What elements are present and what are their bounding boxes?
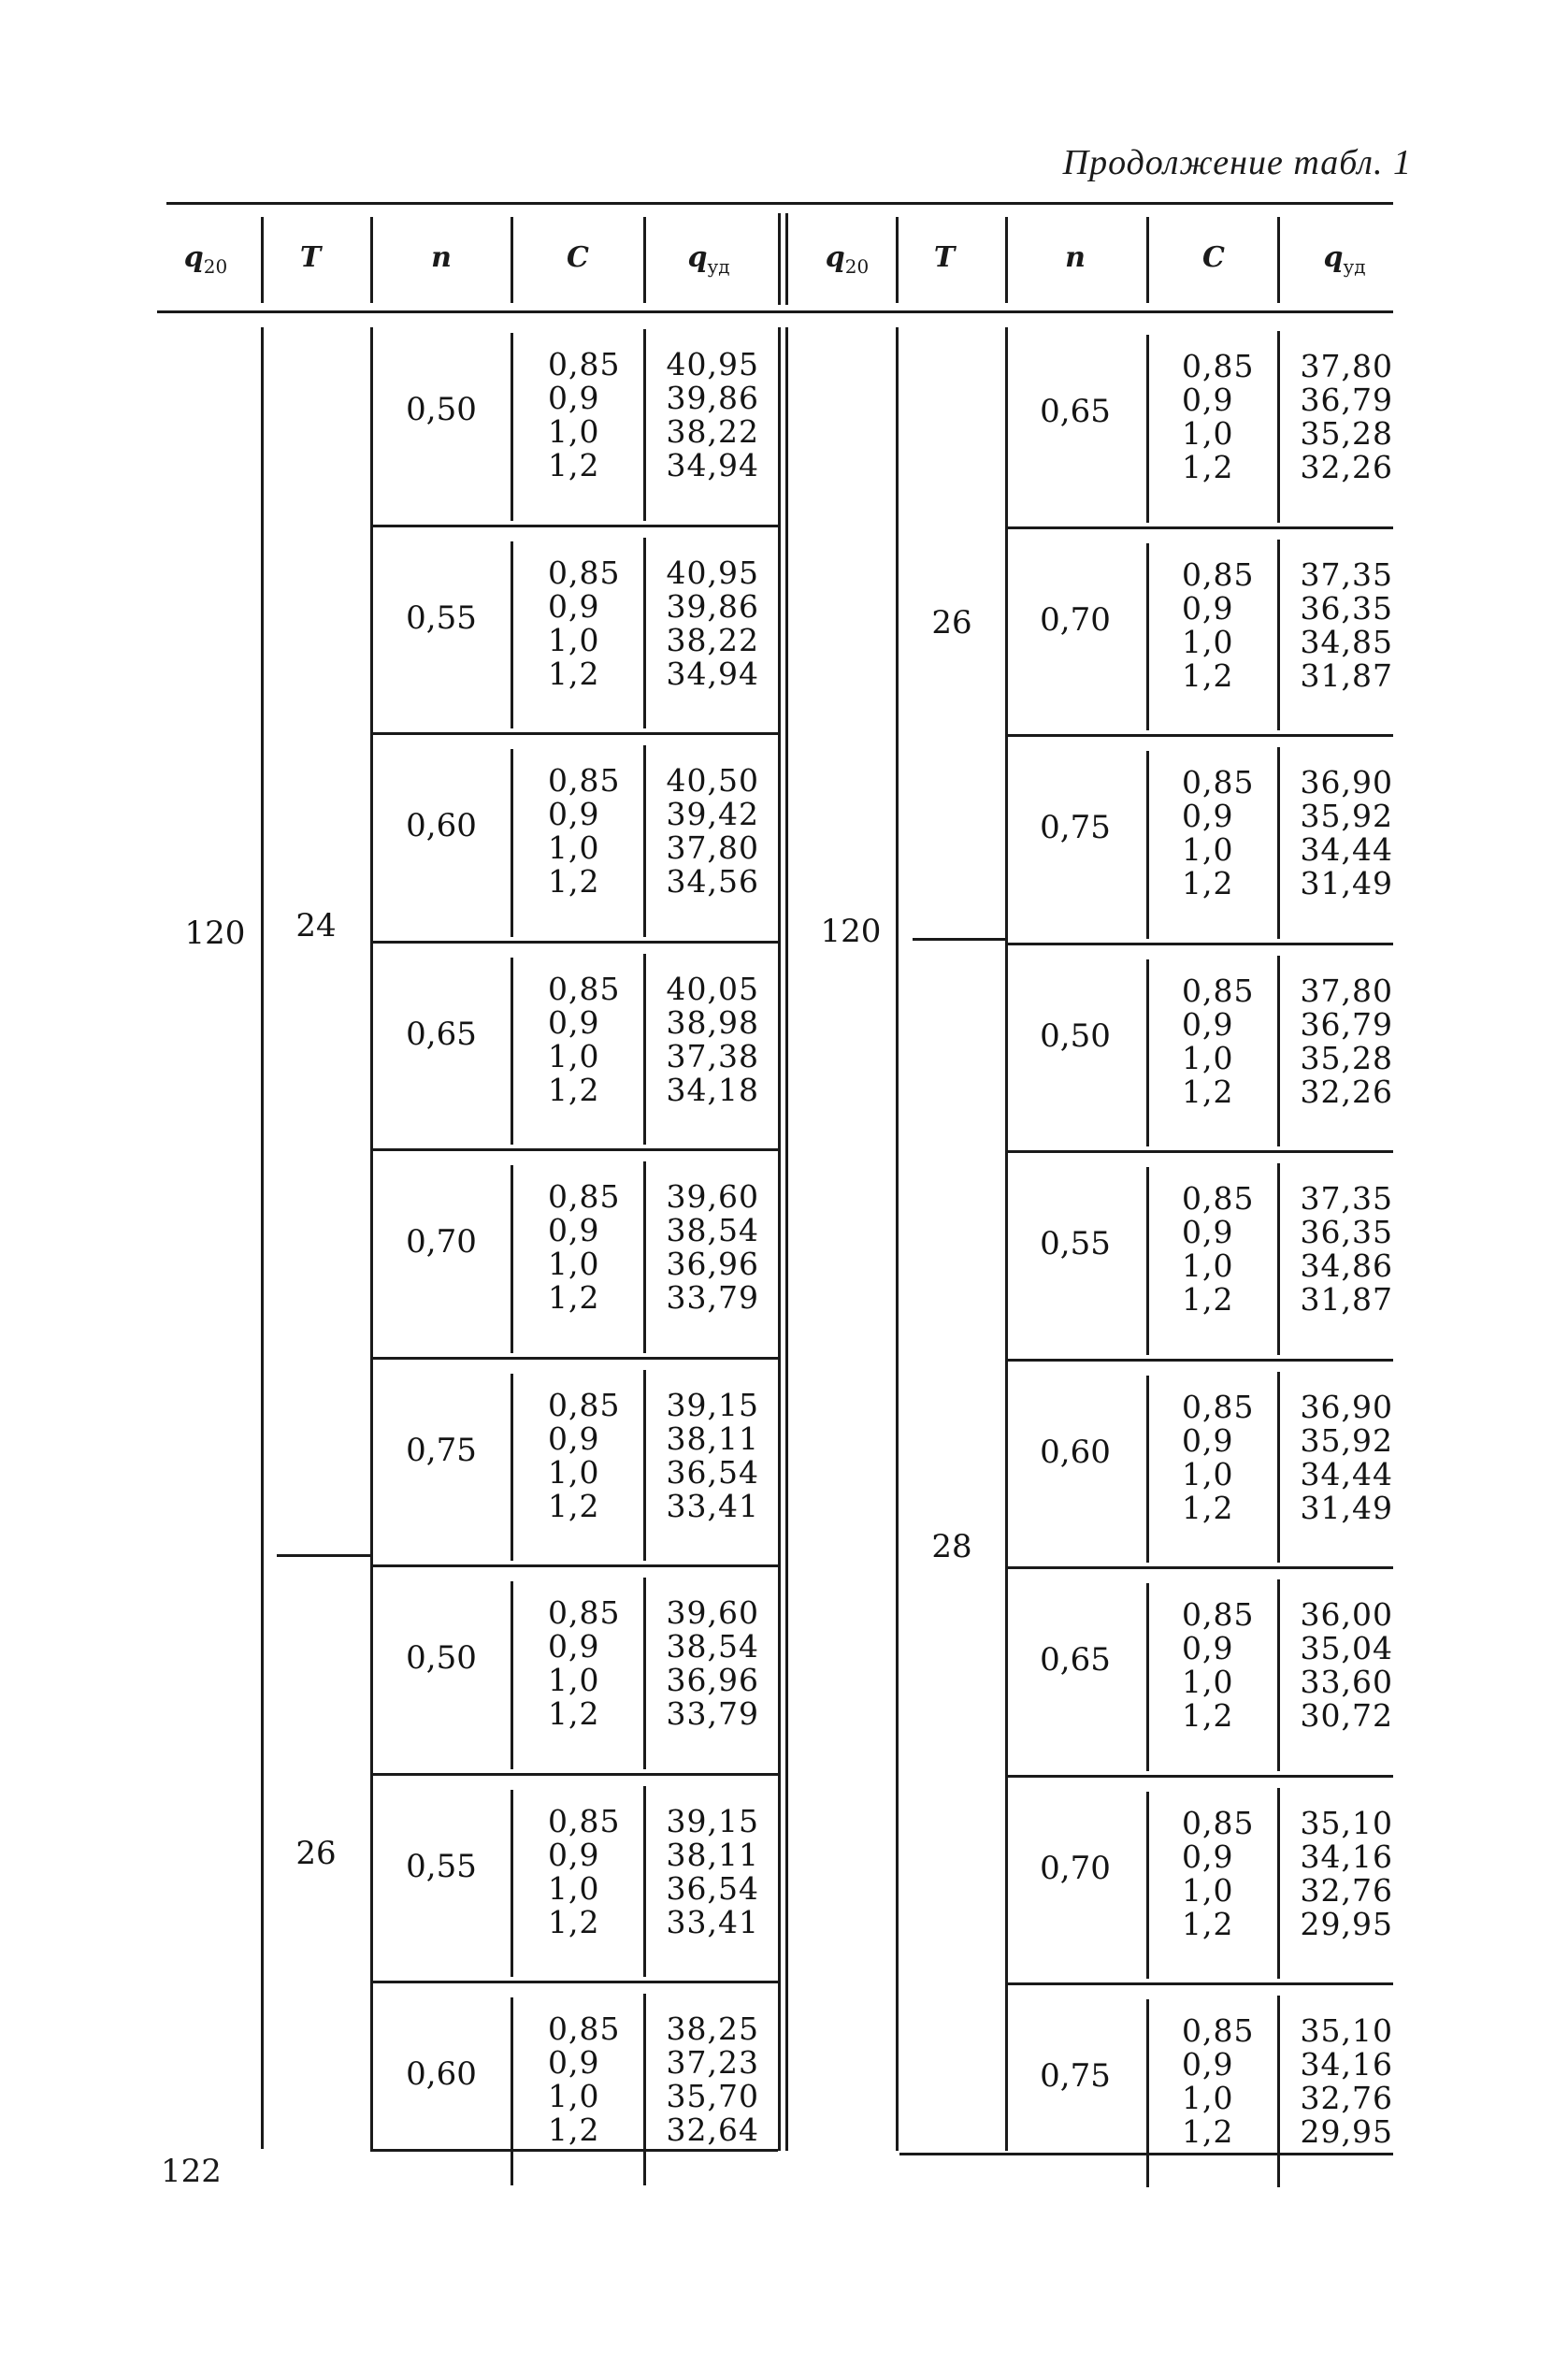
- right-c-value: 1,2: [1182, 1697, 1234, 1734]
- left-c-value: 0,9: [548, 796, 600, 832]
- header-bottom-rule: [157, 310, 1393, 313]
- left-q-value: 34,94: [666, 655, 759, 692]
- right-q-value: 35,10: [1300, 1804, 1393, 1841]
- left-c-divider: [511, 1790, 513, 1978]
- right-row-separator: [1008, 1359, 1393, 1362]
- left-q-value: 33,79: [666, 1695, 759, 1732]
- column-divider: [370, 327, 373, 2151]
- right-n-value: 0,60: [1040, 1433, 1111, 1471]
- right-q-divider: [1277, 1788, 1280, 1980]
- right-c-value: 1,2: [1182, 656, 1234, 694]
- left-n-value: 0,55: [406, 598, 477, 637]
- right-q-value: 35,92: [1300, 1421, 1393, 1459]
- right-c-divider: [1146, 959, 1149, 1147]
- table-bottom-rule-left: [370, 2149, 778, 2152]
- right-c-value: 0,85: [1182, 1180, 1255, 1217]
- right-q-value: 37,35: [1300, 555, 1393, 593]
- right-c-value: 0,9: [1182, 798, 1234, 834]
- right-c-value: 1,0: [1182, 1247, 1234, 1284]
- left-c-value: 0,85: [548, 970, 621, 1007]
- left-c-divider: [511, 749, 513, 937]
- right-q-value: 36,90: [1300, 1388, 1393, 1425]
- group-separator-left: [277, 1554, 370, 1557]
- left-c-value: 0,9: [548, 380, 600, 416]
- T-value-right-group2: 28: [931, 1528, 972, 1565]
- left-c-value: 0,85: [548, 1594, 621, 1631]
- left-q-value: 40,50: [666, 762, 759, 799]
- header-qud-right: $q_{уд}$: [1323, 241, 1366, 278]
- right-q-value: 36,90: [1300, 764, 1393, 800]
- left-q-value: 39,60: [666, 1594, 759, 1631]
- right-q-value: 34,85: [1300, 623, 1393, 660]
- left-c-value: 1,2: [548, 1695, 600, 1732]
- header-divider: [1146, 217, 1149, 303]
- right-q-value: 32,26: [1300, 449, 1393, 485]
- right-c-value: 0,85: [1182, 348, 1255, 384]
- left-q-divider: [643, 745, 646, 937]
- left-q-value: 38,22: [666, 621, 759, 658]
- header-divider: [370, 217, 373, 303]
- left-c-value: 0,85: [548, 554, 621, 591]
- left-q-divider: [643, 1994, 646, 2185]
- left-c-value: 1,2: [548, 655, 600, 692]
- right-q-divider: [1277, 1163, 1280, 1355]
- right-n-value: 0,75: [1040, 809, 1111, 846]
- left-row-separator: [370, 732, 778, 735]
- left-row-separator: [370, 1148, 778, 1151]
- right-n-value: 0,75: [1040, 2057, 1111, 2095]
- left-row-separator: [370, 1357, 778, 1360]
- column-double-divider: [785, 327, 788, 2151]
- right-q-value: 37,80: [1300, 348, 1393, 384]
- right-c-value: 1,0: [1182, 2080, 1234, 2116]
- right-n-value: 0,70: [1040, 1849, 1111, 1887]
- left-n-value: 0,60: [406, 2055, 477, 2093]
- right-row-separator: [1008, 526, 1393, 529]
- right-c-value: 1,2: [1182, 449, 1234, 485]
- left-row-separator: [370, 1773, 778, 1776]
- right-c-divider: [1146, 1999, 1149, 2187]
- right-c-value: 0,9: [1182, 382, 1234, 418]
- left-n-value: 0,50: [406, 1639, 477, 1677]
- left-c-value: 0,9: [548, 1420, 600, 1457]
- right-c-divider: [1146, 1376, 1149, 1564]
- header-divider: [261, 217, 264, 303]
- left-q-value: 40,95: [666, 554, 759, 591]
- right-n-value: 0,50: [1040, 1016, 1111, 1055]
- right-q-divider: [1277, 1996, 1280, 2187]
- right-q-value: 36,79: [1300, 382, 1393, 418]
- q20-value-right: 120: [820, 913, 882, 950]
- column-divider: [896, 327, 899, 2151]
- right-q-value: 31,49: [1300, 1489, 1393, 1526]
- T-value-right-group1: 26: [931, 604, 972, 641]
- left-q-value: 36,54: [666, 1453, 759, 1491]
- left-n-value: 0,55: [406, 1847, 477, 1885]
- right-row-separator: [1008, 1150, 1393, 1153]
- right-q-value: 34,44: [1300, 831, 1393, 868]
- right-q-value: 34,16: [1300, 2046, 1393, 2083]
- right-c-value: 0,9: [1182, 2046, 1234, 2083]
- left-q-value: 38,25: [666, 2011, 759, 2047]
- table-top-rule: [166, 202, 1393, 205]
- column-double-divider: [778, 327, 781, 2151]
- right-q-value: 32,26: [1300, 1073, 1393, 1110]
- left-q-value: 39,60: [666, 1178, 759, 1215]
- left-c-value: 0,9: [548, 1836, 600, 1873]
- left-c-value: 0,9: [548, 587, 600, 625]
- left-c-value: 0,9: [548, 1212, 600, 1248]
- right-q-value: 34,16: [1300, 1838, 1393, 1875]
- left-c-divider: [511, 1581, 513, 1769]
- right-c-value: 1,2: [1182, 865, 1234, 901]
- left-c-divider: [511, 958, 513, 1146]
- left-q-value: 39,15: [666, 1802, 759, 1839]
- header-double-divider: [778, 213, 781, 305]
- right-q-divider: [1277, 331, 1280, 523]
- left-c-value: 0,9: [548, 2044, 600, 2081]
- left-q-divider: [643, 1578, 646, 1769]
- header-q20-right: $q_{20}$: [825, 241, 870, 278]
- right-c-value: 0,9: [1182, 589, 1234, 627]
- right-c-divider: [1146, 335, 1149, 523]
- left-q-value: 37,38: [666, 1037, 759, 1074]
- right-q-value: 35,10: [1300, 2012, 1393, 2049]
- right-c-value: 1,0: [1182, 831, 1234, 868]
- header-q20-left: $q_{20}$: [183, 241, 228, 278]
- right-q-value: 35,28: [1300, 415, 1393, 452]
- right-c-divider: [1146, 543, 1149, 731]
- left-n-value: 0,60: [406, 807, 477, 844]
- header-divider: [643, 217, 646, 303]
- left-q-value: 39,15: [666, 1386, 759, 1423]
- left-q-value: 38,54: [666, 1628, 759, 1665]
- left-c-value: 0,9: [548, 1003, 600, 1041]
- left-c-value: 1,0: [548, 1662, 600, 1698]
- header-T-left: T: [299, 241, 322, 274]
- header-n-right: n: [1065, 241, 1086, 274]
- left-n-value: 0,50: [406, 391, 477, 428]
- left-row-separator: [370, 941, 778, 944]
- left-c-value: 1,0: [548, 621, 600, 658]
- right-q-value: 34,44: [1300, 1455, 1393, 1492]
- group-separator-right: [913, 938, 1006, 941]
- left-c-value: 0,85: [548, 1386, 621, 1423]
- right-q-value: 33,60: [1300, 1664, 1393, 1700]
- left-c-value: 1,0: [548, 2078, 600, 2114]
- right-q-value: 36,35: [1300, 1214, 1393, 1250]
- left-row-separator: [370, 1981, 778, 1983]
- right-q-value: 31,87: [1300, 1281, 1393, 1318]
- left-n-value: 0,65: [406, 1015, 477, 1053]
- left-c-value: 0,85: [548, 346, 621, 382]
- right-c-value: 0,85: [1182, 555, 1255, 593]
- left-q-value: 34,18: [666, 1071, 759, 1108]
- left-q-value: 33,41: [666, 1487, 759, 1524]
- right-c-value: 1,0: [1182, 1039, 1234, 1076]
- left-c-value: 1,0: [548, 1869, 600, 1907]
- header-n-left: n: [431, 241, 452, 274]
- right-q-value: 32,76: [1300, 1871, 1393, 1909]
- right-q-value: 32,76: [1300, 2080, 1393, 2116]
- right-c-value: 0,85: [1182, 764, 1255, 800]
- right-c-value: 1,0: [1182, 1455, 1234, 1492]
- left-q-value: 36,54: [666, 1869, 759, 1907]
- right-c-divider: [1146, 1583, 1149, 1771]
- right-q-value: 30,72: [1300, 1697, 1393, 1734]
- right-c-value: 1,0: [1182, 1871, 1234, 1909]
- left-q-divider: [643, 1786, 646, 1978]
- header-divider: [1005, 217, 1008, 303]
- left-q-divider: [643, 1370, 646, 1562]
- right-c-value: 0,9: [1182, 1838, 1234, 1875]
- right-q-value: 35,04: [1300, 1630, 1393, 1666]
- right-c-value: 0,85: [1182, 1596, 1255, 1633]
- left-c-divider: [511, 1997, 513, 2185]
- right-c-divider: [1146, 751, 1149, 939]
- left-n-value: 0,75: [406, 1431, 477, 1469]
- right-q-value: 35,28: [1300, 1039, 1393, 1076]
- left-c-value: 0,85: [548, 1802, 621, 1839]
- left-q-value: 36,96: [666, 1246, 759, 1282]
- right-row-separator: [1008, 1775, 1393, 1778]
- left-c-value: 1,0: [548, 1037, 600, 1074]
- right-c-value: 0,85: [1182, 1804, 1255, 1841]
- right-row-separator: [1008, 1566, 1393, 1569]
- left-q-value: 34,94: [666, 447, 759, 483]
- left-q-value: 39,42: [666, 796, 759, 832]
- page-number: 122: [161, 2153, 222, 2190]
- left-c-value: 1,0: [548, 1246, 600, 1282]
- right-c-value: 1,2: [1182, 2113, 1234, 2150]
- table-continuation-caption: Продолжение табл. 1: [1062, 143, 1412, 182]
- right-q-value: 29,95: [1300, 2113, 1393, 2150]
- right-c-value: 0,85: [1182, 1388, 1255, 1425]
- left-c-value: 1,2: [548, 1903, 600, 1940]
- right-row-separator: [1008, 734, 1393, 737]
- right-q-divider: [1277, 956, 1280, 1147]
- right-q-divider: [1277, 1579, 1280, 1771]
- left-q-value: 33,41: [666, 1903, 759, 1940]
- left-c-value: 1,2: [548, 1487, 600, 1524]
- left-c-divider: [511, 333, 513, 521]
- column-divider: [1005, 327, 1008, 2151]
- left-q-value: 37,23: [666, 2044, 759, 2081]
- left-c-value: 0,85: [548, 2011, 621, 2047]
- right-q-value: 35,92: [1300, 798, 1393, 834]
- right-q-value: 36,35: [1300, 589, 1393, 627]
- header-double-divider: [785, 213, 788, 305]
- left-q-value: 38,54: [666, 1212, 759, 1248]
- right-n-value: 0,65: [1040, 1641, 1111, 1679]
- left-row-separator: [370, 525, 778, 527]
- left-c-divider: [511, 1374, 513, 1562]
- header-divider: [896, 217, 899, 303]
- right-q-divider: [1277, 1372, 1280, 1564]
- right-c-value: 1,0: [1182, 1664, 1234, 1700]
- right-c-divider: [1146, 1167, 1149, 1355]
- right-c-divider: [1146, 1792, 1149, 1980]
- right-c-value: 1,0: [1182, 623, 1234, 660]
- header-T-right: T: [933, 241, 956, 274]
- left-q-divider: [643, 954, 646, 1146]
- left-c-value: 1,2: [548, 1071, 600, 1108]
- right-c-value: 1,2: [1182, 1281, 1234, 1318]
- left-c-value: 1,0: [548, 413, 600, 450]
- left-q-divider: [643, 329, 646, 521]
- left-q-value: 40,05: [666, 970, 759, 1007]
- right-c-value: 0,9: [1182, 1630, 1234, 1666]
- left-q-value: 35,70: [666, 2078, 759, 2114]
- right-q-divider: [1277, 747, 1280, 939]
- left-q-value: 39,86: [666, 380, 759, 416]
- right-q-value: 36,00: [1300, 1596, 1393, 1633]
- header-C-right: C: [1202, 241, 1225, 274]
- header-divider: [1277, 217, 1280, 303]
- right-row-separator: [1008, 943, 1393, 945]
- left-q-value: 34,56: [666, 863, 759, 900]
- left-c-value: 1,2: [548, 863, 600, 900]
- left-q-value: 33,79: [666, 1279, 759, 1316]
- right-q-value: 37,80: [1300, 972, 1393, 1009]
- left-q-value: 38,98: [666, 1003, 759, 1041]
- left-q-value: 36,96: [666, 1662, 759, 1698]
- right-q-value: 37,35: [1300, 1180, 1393, 1217]
- left-n-value: 0,70: [406, 1223, 477, 1261]
- right-n-value: 0,55: [1040, 1225, 1111, 1262]
- right-n-value: 0,65: [1040, 393, 1111, 430]
- T-value-left-group2: 26: [295, 1835, 337, 1872]
- left-q-value: 38,11: [666, 1836, 759, 1873]
- right-c-value: 0,9: [1182, 1005, 1234, 1043]
- left-q-value: 38,22: [666, 413, 759, 450]
- right-row-separator: [1008, 1982, 1393, 1985]
- right-n-value: 0,70: [1040, 600, 1111, 639]
- column-divider: [261, 327, 264, 2149]
- right-q-value: 31,49: [1300, 865, 1393, 901]
- right-c-value: 1,2: [1182, 1905, 1234, 1942]
- left-c-value: 0,85: [548, 762, 621, 799]
- left-q-value: 38,11: [666, 1420, 759, 1457]
- right-c-value: 0,9: [1182, 1421, 1234, 1459]
- left-q-value: 40,95: [666, 346, 759, 382]
- header-C-left: C: [567, 241, 589, 274]
- right-q-value: 34,86: [1300, 1247, 1393, 1284]
- left-c-value: 0,85: [548, 1178, 621, 1215]
- header-divider: [511, 217, 513, 303]
- left-c-value: 1,0: [548, 1453, 600, 1491]
- right-c-value: 0,85: [1182, 972, 1255, 1009]
- left-c-value: 0,9: [548, 1628, 600, 1665]
- left-q-divider: [643, 1161, 646, 1353]
- right-q-divider: [1277, 540, 1280, 731]
- right-c-value: 1,0: [1182, 415, 1234, 452]
- right-q-value: 36,79: [1300, 1005, 1393, 1043]
- left-c-value: 1,2: [548, 1279, 600, 1316]
- T-value-left-group1: 24: [295, 907, 337, 944]
- left-q-value: 39,86: [666, 587, 759, 625]
- left-q-value: 37,80: [666, 829, 759, 866]
- right-c-value: 0,85: [1182, 2012, 1255, 2049]
- left-c-divider: [511, 541, 513, 729]
- right-q-value: 31,87: [1300, 656, 1393, 694]
- left-c-value: 1,2: [548, 447, 600, 483]
- header-qud-left: $q_{уд}$: [687, 241, 730, 278]
- right-c-value: 0,9: [1182, 1214, 1234, 1250]
- right-q-value: 29,95: [1300, 1905, 1393, 1942]
- left-c-value: 1,0: [548, 829, 600, 866]
- right-c-value: 1,2: [1182, 1073, 1234, 1110]
- left-c-value: 1,2: [548, 2112, 600, 2148]
- left-c-divider: [511, 1165, 513, 1353]
- left-q-divider: [643, 538, 646, 729]
- q20-value-left: 120: [184, 915, 246, 952]
- left-q-value: 32,64: [666, 2112, 759, 2148]
- left-row-separator: [370, 1564, 778, 1567]
- right-c-value: 1,2: [1182, 1489, 1234, 1526]
